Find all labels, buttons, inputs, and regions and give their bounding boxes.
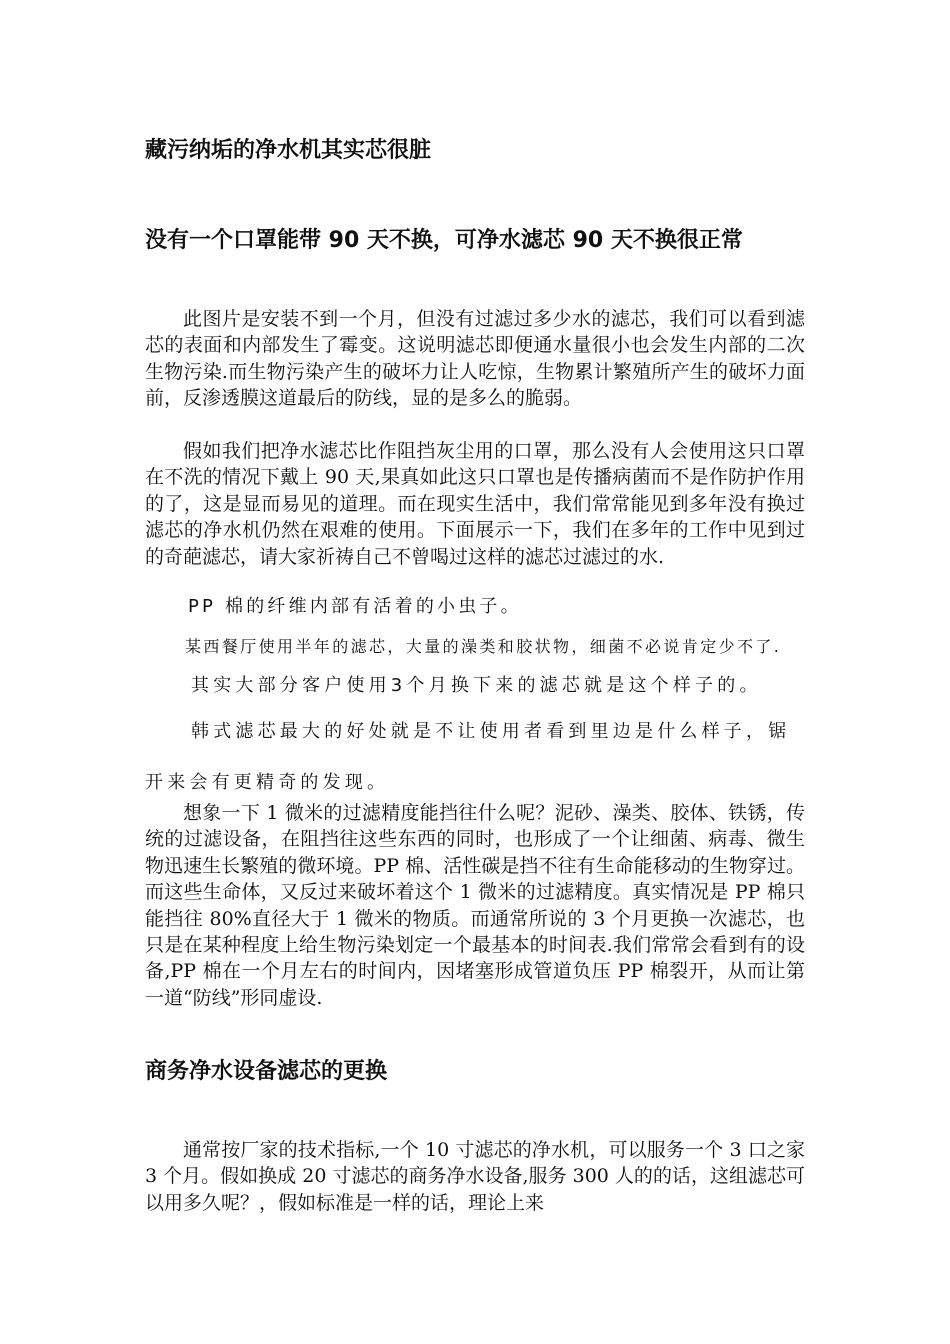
- document-subtitle: 没有一个口罩能带 90 天不换，可净水滤芯 90 天不换很正常: [145, 228, 743, 253]
- paragraph-filtration-precision: 想象一下 1 微米的过滤精度能挡往什么呢？泥砂、澡类、胶体、铁锈，传统的过滤设备，在阻挡往这些东西的同时，也形成了一个让细菌、病毒、微生物迅速生长繁殖的微环境。PP 棉、活性碳是挡不往有生命能移动的生物穿过。而这些生命体，又反过来破坏着这个 1 微米的过滤精度。真实情况是 PP 棉只能挡往 80%直径大于 1 微米的物质。而通常所说的 3 个月更换一次滤芯，也只是在某种程度上给生物污染划定一个最基本的时间表.我们常常会看到有的设备,PP 棉在一个月左右的时间内，因堵塞形成管道负压 PP 棉裂开，从而让第一道“防线”形同虚设.: [145, 802, 805, 1009]
- caption-three-month-filter: 其实大部分客户使用3个月换下来的滤芯就是这个样子的。: [191, 675, 762, 696]
- caption-korean-filter-line1: 韩式滤芯最大的好处就是不让使用者看到里边是什么样子，锯: [191, 721, 791, 742]
- paragraph-commercial-replacement: 通常按厂家的技术指标,一个 10 寸滤芯的净水机，可以服务一个 3 口之家 3 个月。假如换成 20 寸滤芯的商务净水设备,服务 300 人的的话，这组滤芯可以用多久呢？，假如标准是一样的话，理论上来: [145, 1139, 805, 1214]
- caption-pp-cotton-insects: PP 棉的纤维内部有活着的小虫子。: [188, 596, 522, 617]
- document-title: 藏污纳垢的净水机其实芯很脏: [145, 138, 432, 163]
- caption-restaurant-filter: 某西餐厅使用半年的滤芯，大量的澡类和胶状物，细菌不必说肯定少不了.: [185, 637, 782, 656]
- paragraph-mold-filter: 此图片是安装不到一个月，但没有过滤过多少水的滤芯，我们可以看到滤芯的表面和内部发生了霉变。这说明滤芯即便通水量很小也会发生内部的二次生物污染.而生物污染产生的破坏力让人吃惊，生物累计繁殖所产生的破坏力面前，反渗透膜这道最后的防线，显的是多么的脆弱。: [145, 308, 805, 410]
- caption-korean-filter-line2: 开来会有更精奇的发现。: [145, 772, 390, 793]
- paragraph-mask-comparison: 假如我们把净水滤芯比作阻挡灰尘用的口罩，那么没有人会使用这只口罩在不洗的情况下戴上 90 天,果真如此这只口罩也是传播病菌而不是作防护作用的了，这是显而易见的道理。而在现实生活中，我们常常能见到多年没有换过滤芯的净水机仍然在艰难的使用。下面展示一下，我们在多年的工作中见到过的奇葩滤芯，请大家祈祷自己不曾喝过这样的滤芯过滤过的水.: [145, 440, 805, 568]
- section-heading-commercial: 商务净水设备滤芯的更换: [145, 1059, 388, 1084]
